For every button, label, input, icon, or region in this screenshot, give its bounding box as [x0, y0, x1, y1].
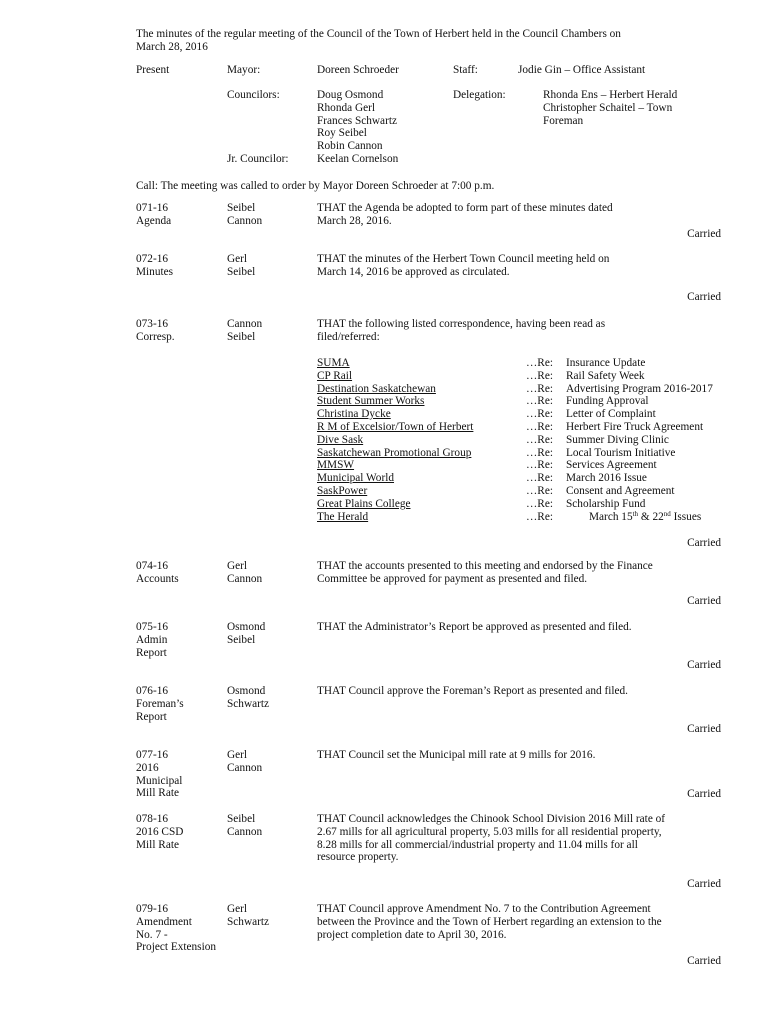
motion-movers: Gerl Cannon: [227, 749, 263, 774]
re-prefix: …Re:: [526, 382, 553, 395]
correspondence-subject: March 2016 Issue: [566, 472, 647, 485]
correspondence-sender: Saskatchewan Promotional Group: [317, 446, 472, 459]
re-prefix: …Re:: [526, 369, 553, 382]
carried-status: Carried: [687, 788, 721, 800]
re-prefix: …Re:: [526, 395, 553, 408]
correspondence-senders: [317, 357, 473, 523]
re-prefix: …Re:: [526, 459, 553, 472]
re-prefix: …Re:: [526, 408, 553, 421]
carried-status: Carried: [687, 228, 721, 240]
re-prefix: …Re:: [526, 497, 553, 510]
present-label: Present: [136, 64, 170, 76]
motion-movers: Cannon Seibel: [227, 318, 263, 343]
motion-label: 078-16 2016 CSD Mill Rate: [136, 813, 184, 851]
councilors-label: Councilors:: [227, 89, 280, 101]
motion-movers: Gerl Schwartz: [227, 903, 270, 928]
correspondence-sender: MMSW: [317, 459, 355, 472]
re-prefix: …Re:: [526, 357, 553, 369]
motion-label: 072-16 Minutes: [136, 253, 174, 278]
staff-value: Jodie Gin – Office Assistant: [518, 64, 646, 76]
re-prefix: …Re:: [526, 484, 553, 497]
delegation-list: [543, 89, 677, 127]
correspondence-sender: Municipal World: [317, 472, 395, 485]
carried-status: Carried: [687, 878, 721, 890]
motion-movers: Seibel Cannon: [227, 202, 263, 227]
call-to-order: Call: The meeting was called to order by Mayor Doreen Schroeder at 7:00 p.m.: [136, 180, 495, 192]
correspondence-subject: Herbert Fire Truck Agreement: [566, 420, 704, 433]
councilor-name: Robin Cannon: [317, 140, 383, 153]
motion-label: 076-16 Foreman’s Report: [136, 685, 184, 723]
delegation-member: Christopher Schaitel – Town: [543, 101, 673, 114]
carried-status: Carried: [687, 723, 721, 735]
motion-label: 075-16 Admin Report: [136, 621, 169, 659]
correspondence-sender: R M of Excelsior/Town of Herbert: [317, 420, 474, 433]
re-prefix: …Re:: [526, 472, 553, 485]
motion-label: 073-16 Corresp.: [136, 318, 175, 343]
councilor-name: Rhonda Gerl: [317, 101, 376, 114]
correspondence-subjects: [566, 357, 713, 523]
motion-movers: Osmond Schwartz: [227, 685, 270, 710]
mayor-name: Doreen Schroeder: [317, 64, 399, 76]
carried-status: Carried: [687, 659, 721, 671]
correspondence-re-prefixes: [526, 357, 553, 523]
correspondence-sender: Student Summer Works: [317, 395, 425, 408]
jr-councilor-label: Jr. Councilor:: [227, 153, 289, 165]
councilor-name: Doug Osmond: [317, 89, 384, 101]
correspondence-subject: Funding Approval: [566, 395, 649, 408]
intro-line-1: The minutes of the regular meeting of the Council of the Town of Herbert held in the Council Chambers on: [136, 28, 621, 40]
correspondence-subject: Summer Diving Clinic: [566, 433, 669, 446]
intro-line-2: March 28, 2016: [136, 41, 208, 53]
correspondence-subject: Letter of Complaint: [566, 408, 656, 421]
correspondence-sender: CP Rail: [317, 369, 353, 382]
correspondence-subject: Insurance Update: [566, 357, 646, 369]
motion-text: THAT the accounts presented to this meeting and endorsed by the Finance Committee be approved for payment as presented and filed.: [317, 560, 653, 585]
motion-text: THAT Council approve Amendment No. 7 to the Contribution Agreement between the Province and the Town of Herbert regarding an extension to the project completion date to April 30, 2016.: [317, 903, 662, 941]
correspondence-subject: Local Tourism Initiative: [566, 446, 676, 459]
re-prefix: …Re:: [526, 433, 553, 446]
motion-movers: Seibel Cannon: [227, 813, 263, 838]
carried-status: Carried: [687, 955, 721, 967]
staff-label: Staff:: [453, 64, 478, 76]
correspondence-sender: The Herald: [317, 510, 369, 523]
correspondence-sender: SaskPower: [317, 484, 368, 497]
motion-label: 071-16 Agenda: [136, 202, 172, 227]
motion-label: 074-16 Accounts: [136, 560, 179, 585]
delegation-label: Delegation:: [453, 89, 506, 101]
correspondence-subject: Advertising Program 2016-2017: [566, 382, 713, 395]
councilor-name: Frances Schwartz: [317, 114, 397, 127]
motion-label: 079-16 Amendment No. 7 - Project Extension: [136, 903, 217, 954]
correspondence-subject: Services Agreement: [566, 459, 657, 472]
jr-councilor-name: Keelan Cornelson: [317, 153, 399, 165]
delegation-member: Rhonda Ens – Herbert Herald: [543, 89, 678, 101]
motion-label: 077-16 2016 Municipal Mill Rate: [136, 749, 183, 800]
carried-status: Carried: [687, 537, 721, 549]
motion-movers: Gerl Cannon: [227, 560, 263, 585]
mayor-label: Mayor:: [227, 64, 261, 76]
correspondence-sender: Dive Sask: [317, 433, 364, 446]
councilor-name: Roy Seibel: [317, 127, 367, 140]
motion-text: THAT the Administrator’s Report be approved as presented and filed.: [317, 621, 632, 633]
re-prefix: …Re:: [526, 446, 553, 459]
correspondence-subject: Rail Safety Week: [566, 369, 645, 382]
correspondence-subject: Scholarship Fund: [566, 497, 646, 510]
carried-status: Carried: [687, 595, 721, 607]
correspondence-subject: March 15th & 22nd Issues: [589, 509, 702, 523]
correspondence-sender: SUMA: [317, 357, 350, 369]
re-prefix: …Re:: [526, 510, 553, 523]
correspondence-sender: Great Plains College: [317, 497, 411, 510]
motion-text: THAT the minutes of the Herbert Town Council meeting held on March 14, 2016 be approved as circulated.: [317, 253, 610, 278]
re-prefix: …Re:: [526, 420, 553, 433]
motion-text: THAT Council approve the Foreman’s Report as presented and filed.: [317, 685, 629, 697]
motion-text: THAT Council acknowledges the Chinook School Division 2016 Mill rate of 2.67 mills for all agricultural property, 5.03 mills for all residential property, 8.28 mills for all commercial/industrial property and 11.04 mills for all resource property.: [317, 813, 666, 864]
motion-text: THAT Council set the Municipal mill rate at 9 mills for 2016.: [317, 749, 596, 761]
carried-status: Carried: [687, 291, 721, 303]
motion-movers: Gerl Seibel: [227, 253, 256, 278]
correspondence-subject: Consent and Agreement: [566, 484, 675, 497]
correspondence-sender: Christina Dycke: [317, 408, 391, 421]
correspondence-sender: Destination Saskatchewan: [317, 382, 436, 395]
delegation-member: Foreman: [543, 114, 584, 127]
motion-text: THAT the Agenda be adopted to form part of these minutes dated March 28, 2016.: [317, 202, 613, 227]
councilors-list: [317, 89, 397, 153]
motion-text: THAT the following listed correspondence, having been read as filed/referred:: [317, 318, 606, 343]
motion-movers: Osmond Seibel: [227, 621, 266, 646]
